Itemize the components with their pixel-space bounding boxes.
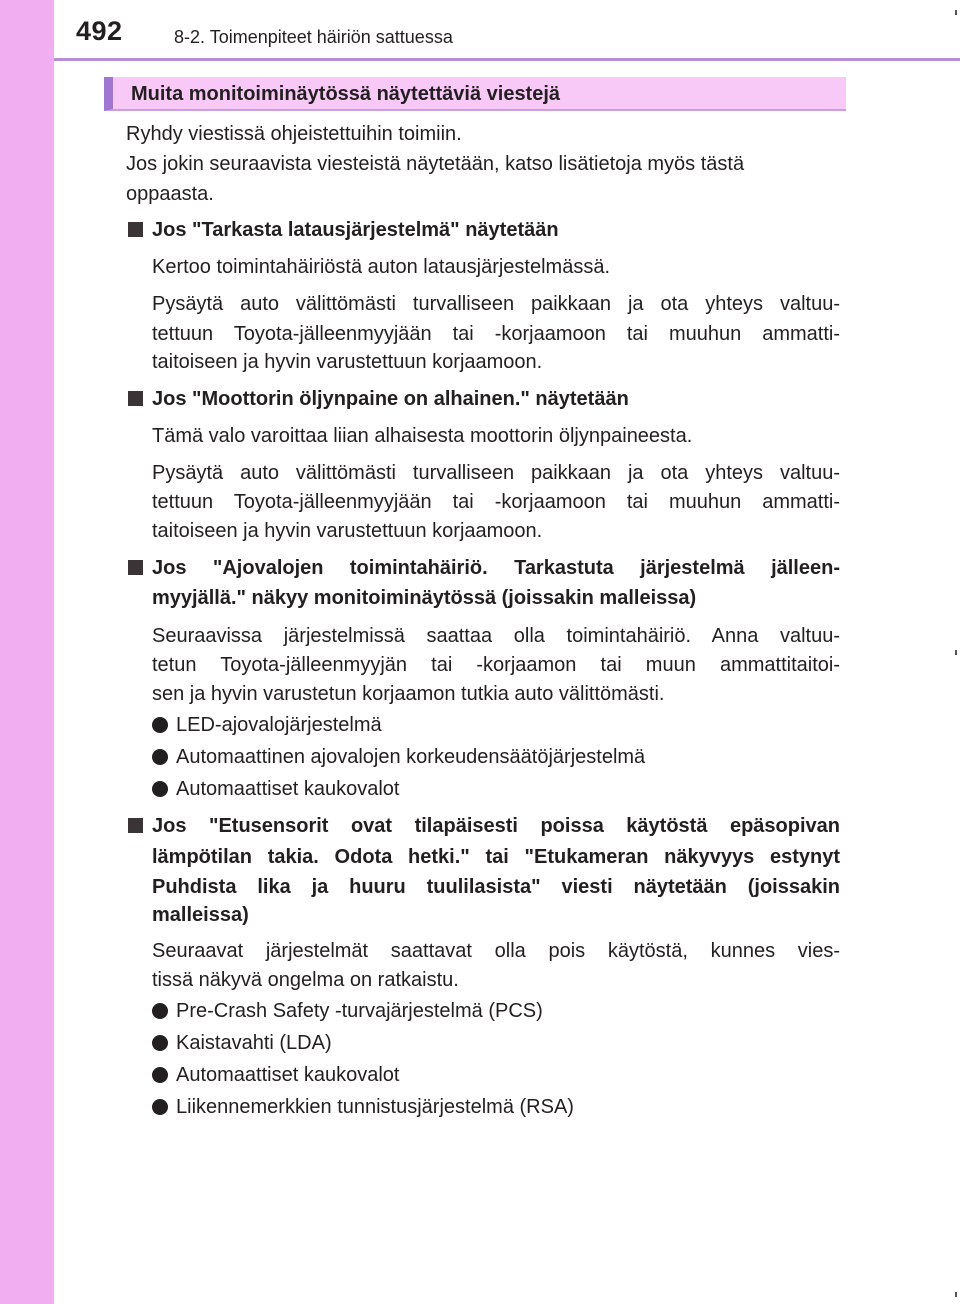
item-description: sen ja hyvin varustetun korjaamon tutkia auto välittömästi. <box>152 683 665 705</box>
item-heading: Jos "Moottorin öljynpaine on alhainen." näytetään <box>152 388 629 410</box>
item-heading: Jos "Etusensorit ovat tilapäisesti poissa käytöstä epäsopivan <box>152 815 840 837</box>
item-heading: myyjällä." näkyy monitoiminäytössä (joissakin malleissa) <box>152 587 697 609</box>
running-header: 8-2. Toimenpiteet häiriön sattuessa <box>174 27 453 47</box>
item-description: tissä näkyvä ongelma on ratkaistu. <box>152 969 459 991</box>
section-title: Muita monitoiminäytössä näytettäviä viestejä <box>131 83 561 105</box>
item-action-text: Pysäytä auto välittömästi turvalliseen paikkaan ja ota yhteys valtuu- <box>152 293 840 315</box>
section-square-marker <box>128 560 143 575</box>
list-item: Automaattinen ajovalojen korkeudensäätöjärjestelmä <box>176 746 646 768</box>
item-heading: lämpötilan takia. Odota hetki." tai "Etukameran näkyvyys estynyt <box>152 846 840 868</box>
item-action-text: taitoiseen ja hyvin varustettuun korjaamoon. <box>152 520 543 542</box>
crop-mark <box>955 10 957 15</box>
list-item: LED-ajovalojärjestelmä <box>176 714 382 736</box>
bullet-dot <box>152 1099 168 1115</box>
item-heading: malleissa) <box>152 904 249 926</box>
bullet-dot <box>152 781 168 797</box>
item-action-text: tettuun Toyota-jälleenmyyjään tai -korjaamoon tai muuhun ammatti- <box>152 491 840 513</box>
item-action-text: tettuun Toyota-jälleenmyyjään tai -korjaamoon tai muuhun ammatti- <box>152 323 840 345</box>
item-description: Seuraavissa järjestelmissä saattaa olla toimintahäiriö. Anna valtuu- <box>152 625 840 647</box>
item-description: tetun Toyota-jälleenmyyjän tai -korjaamon tai muun ammattitaitoi- <box>152 654 840 676</box>
page-number: 492 <box>76 16 123 46</box>
bullet-dot <box>152 1003 168 1019</box>
item-heading: Jos "Tarkasta latausjärjestelmä" näytetään <box>152 219 559 241</box>
section-square-marker <box>128 391 143 406</box>
item-heading: Jos "Ajovalojen toimintahäiriö. Tarkastuta järjestelmä jälleen- <box>152 557 840 579</box>
section-square-marker <box>128 818 143 833</box>
section-square-marker <box>128 222 143 237</box>
bullet-dot <box>152 717 168 733</box>
list-item: Kaistavahti (LDA) <box>176 1032 332 1054</box>
item-description: Kertoo toimintahäiriöstä auton latausjärjestelmässä. <box>152 256 611 278</box>
list-item: Pre-Crash Safety -turvajärjestelmä (PCS) <box>176 1000 543 1022</box>
list-item: Automaattiset kaukovalot <box>176 778 400 800</box>
bullet-dot <box>152 1067 168 1083</box>
list-item: Liikennemerkkien tunnistusjärjestelmä (RSA) <box>176 1096 574 1118</box>
list-item: Automaattiset kaukovalot <box>176 1064 400 1086</box>
intro-line: Ryhdy viestissä ohjeistettuihin toimiin. <box>126 123 462 145</box>
item-description: Seuraavat järjestelmät saattavat olla pois käytöstä, kunnes vies- <box>152 940 840 962</box>
item-action-text: taitoiseen ja hyvin varustettuun korjaamoon. <box>152 351 543 373</box>
bullet-dot <box>152 1035 168 1051</box>
intro-line: Jos jokin seuraavista viesteistä näytetään, katso lisätietoja myös tästä <box>126 153 745 175</box>
crop-mark <box>955 1292 957 1297</box>
bullet-dot <box>152 749 168 765</box>
item-action-text: Pysäytä auto välittömästi turvalliseen paikkaan ja ota yhteys valtuu- <box>152 462 840 484</box>
intro-line: oppaasta. <box>126 183 214 205</box>
item-heading: Puhdista lika ja huuru tuulilasista" viesti näytetään (joissakin <box>152 876 840 898</box>
crop-mark <box>955 650 957 655</box>
item-description: Tämä valo varoittaa liian alhaisesta moottorin öljynpaineesta. <box>152 425 693 447</box>
